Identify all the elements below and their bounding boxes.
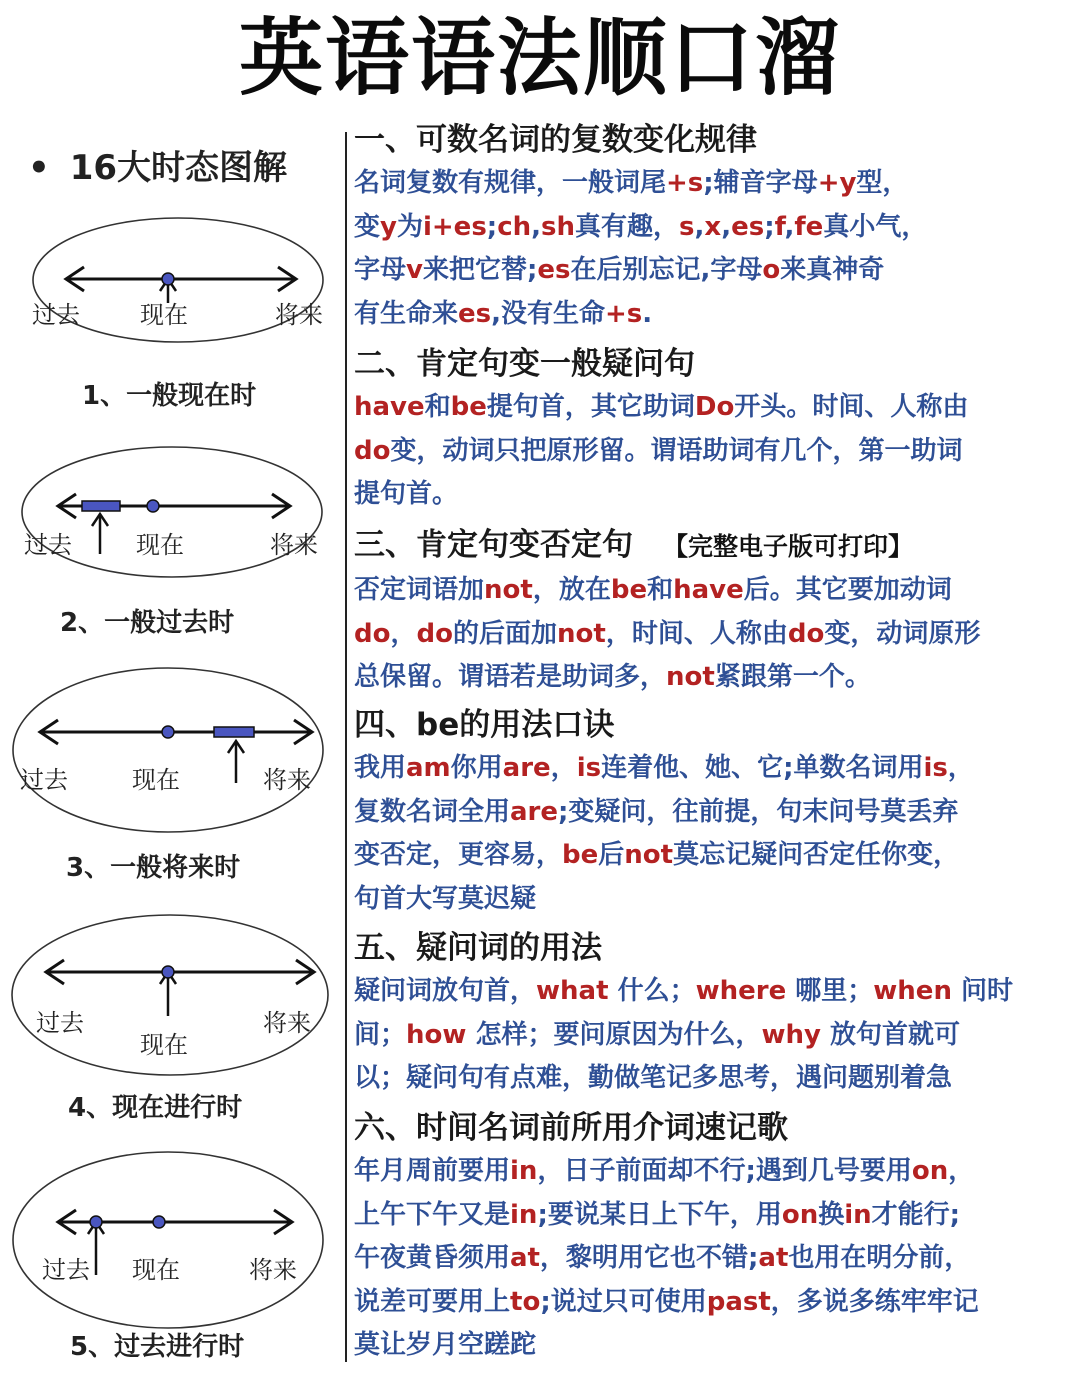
highlighted-keyword: how (406, 1019, 467, 1050)
line-text: 以；疑问句有点难，勤做笔记多思考，遇问题别着急 (354, 1063, 953, 1093)
line-text: , (531, 211, 542, 242)
section-heading: 一、可数名词的复数变化规律 (354, 122, 757, 158)
highlighted-keyword: x (704, 211, 722, 242)
highlighted-keyword: es (537, 255, 571, 285)
highlighted-keyword: in (510, 1156, 538, 1186)
highlighted-keyword: is (576, 753, 602, 783)
rhyme-line (354, 613, 1074, 657)
timeline-label-future: 将来 (275, 301, 323, 329)
section-body (354, 747, 1074, 921)
line-text: 午夜黄昏须用 (354, 1243, 511, 1273)
line-text: ， (947, 753, 974, 783)
highlighted-keyword: to (510, 1286, 541, 1317)
tense-caption: 1、一般现在时 (82, 381, 257, 411)
line-text: ， (948, 1156, 975, 1186)
line-text: 怎样；要问原因为什么， (466, 1019, 762, 1050)
timeline-label-past: 过去 (36, 1009, 84, 1037)
rhyme-line (354, 747, 1074, 791)
section-plural-nouns (354, 118, 1074, 336)
highlighted-keyword: f (774, 211, 785, 242)
highlighted-keyword: +s (605, 298, 643, 329)
highlighted-keyword: y (380, 211, 397, 242)
highlighted-keyword: in (844, 1199, 872, 1230)
section-be-usage (354, 703, 1074, 921)
timeline-label-past: 过去 (42, 1256, 90, 1284)
line-text: 说差可要用上 (354, 1286, 511, 1317)
section-question-words (354, 926, 1074, 1101)
line-text: 后 (598, 840, 625, 870)
timeline-label-now: 现在 (136, 531, 184, 559)
highlighted-keyword: why (761, 1019, 821, 1050)
section-heading: 六、时间名词前所用介词速记歌 (354, 1110, 788, 1146)
line-text: ,没有生命 (491, 298, 606, 329)
tense-caption: 2、一般过去时 (60, 608, 235, 638)
highlighted-keyword: be (562, 840, 599, 870)
highlighted-keyword: ch (497, 211, 532, 242)
line-text: , (784, 211, 795, 242)
section-heading: 五、疑问词的用法 (354, 930, 602, 966)
rhyme-line (354, 162, 1074, 206)
line-text: 连着他、她、它;单数名词用 (601, 753, 924, 783)
line-text: 为 (396, 211, 423, 242)
highlighted-keyword: Do (694, 392, 735, 422)
rhyme-line (354, 834, 1074, 878)
section-time-prepositions (354, 1106, 1074, 1368)
highlighted-keyword: o (762, 255, 781, 285)
rhyme-line (354, 569, 1074, 613)
highlighted-keyword: when (873, 976, 952, 1006)
tense-diagram-4 (0, 910, 340, 1140)
highlighted-keyword: es (731, 211, 765, 242)
rhyme-line (354, 970, 1074, 1014)
highlighted-keyword: fe (794, 211, 824, 242)
highlighted-keyword: +s (666, 168, 704, 198)
line-text: ，多说多练牢牢记 (770, 1286, 979, 1317)
highlighted-keyword: not (557, 618, 606, 649)
line-text: 问时 (951, 976, 1014, 1006)
timeline-label-past: 过去 (32, 301, 80, 329)
timeline-graphic (0, 1140, 340, 1330)
highlighted-keyword: +y (817, 168, 857, 198)
timeline-label-now: 现在 (132, 1256, 180, 1284)
line-text: 开头。时间、人称由 (734, 392, 969, 422)
line-text: 莫忘记疑问否定任你变， (673, 840, 960, 870)
section-body (354, 569, 1074, 700)
highlighted-keyword: have (673, 575, 744, 605)
tense-diagrams-column (0, 120, 340, 1374)
line-text: 和 (424, 392, 451, 422)
timeline-label-future: 将来 (263, 766, 311, 794)
rhyme-line (354, 386, 1074, 430)
line-text: 来把它替; (422, 255, 538, 285)
highlighted-keyword: in (510, 1199, 538, 1230)
timeline-label-future: 将来 (249, 1256, 297, 1284)
line-text: 否定词语加 (354, 575, 485, 605)
timeline-label-future: 将来 (263, 1009, 311, 1037)
highlighted-keyword: am (406, 753, 451, 783)
line-text: 年月周前要用 (354, 1156, 511, 1186)
line-text: ，日子前面却不行;遇到几号要用 (537, 1156, 912, 1186)
timeline-label-future: 将来 (270, 531, 318, 559)
line-text: 后。其它要加动词 (743, 575, 952, 605)
section-body (354, 162, 1074, 336)
highlighted-keyword: be (450, 392, 487, 422)
line-text: ; (764, 211, 775, 242)
section-heading (354, 523, 1074, 569)
section-general-questions (354, 342, 1074, 517)
highlighted-keyword: at (510, 1243, 540, 1273)
line-text: 变，动词原形 (824, 618, 981, 649)
section-body (354, 386, 1074, 517)
highlighted-keyword: do (354, 618, 391, 649)
page-title: 英语语法顺口溜 (238, 9, 841, 107)
highlighted-keyword: i+es (422, 211, 487, 242)
line-text: . (642, 298, 653, 329)
line-text: 变 (354, 211, 381, 242)
line-text: 放句首就可 (820, 1019, 961, 1050)
line-text: 紧跟第一个。 (714, 662, 871, 692)
line-text: 复数名词全用 (354, 796, 511, 827)
line-text: 来真神奇 (780, 255, 885, 285)
rhyme-line (354, 473, 1074, 517)
line-text: 我用 (354, 753, 407, 783)
tense-diagrams-subtitle (28, 140, 287, 189)
line-text: ;变疑问，往前提，句末问号莫丢弃 (558, 796, 959, 827)
line-text: , (694, 211, 705, 242)
timeline-graphic (0, 442, 340, 602)
highlighted-keyword: not (666, 662, 715, 692)
line-text: 有生命来 (354, 298, 459, 329)
highlighted-keyword: not (624, 840, 674, 870)
line-text: 什么； (608, 976, 696, 1006)
line-text: 句首大写莫迟疑 (354, 883, 537, 914)
line-text: 在后别忘记,字母 (570, 255, 763, 285)
rhyme-line (354, 1057, 1074, 1101)
line-text: 疑问词放句首， (354, 976, 537, 1006)
line-text: 型， (856, 168, 909, 198)
tense-diagram-3 (0, 665, 340, 915)
rhyme-line (354, 791, 1074, 835)
rhyme-line (354, 249, 1074, 293)
rhyme-line (354, 1324, 1074, 1368)
highlighted-keyword: not (484, 575, 533, 605)
rhyme-line (354, 1014, 1074, 1058)
highlighted-keyword: are (510, 796, 559, 827)
line-text: , (721, 211, 732, 242)
timeline-label-past: 过去 (24, 531, 72, 559)
line-text: 也用在明分前， (788, 1243, 971, 1273)
line-text: ;要说某日上下午，用 (537, 1199, 782, 1230)
line-text: 真小气， (823, 211, 928, 242)
column-divider (345, 132, 347, 1362)
line-text: 真有趣， (575, 211, 680, 242)
line-text: 莫让岁月空蹉跎 (354, 1330, 537, 1360)
section-heading-text: 三、肯定句变否定句 (354, 527, 633, 563)
line-text: 变否定，更容易， (354, 840, 563, 870)
subtitle-text: 16大时态图解 (69, 148, 288, 188)
tense-diagram-5 (0, 1140, 340, 1374)
highlighted-keyword: on (781, 1199, 819, 1230)
highlighted-keyword: are (502, 753, 551, 783)
tense-diagram-2 (0, 442, 340, 662)
highlighted-keyword: v (406, 255, 423, 285)
section-heading: 四、be的用法口诀 (354, 707, 615, 743)
timeline-label-now: 现在 (140, 1031, 188, 1059)
timeline-label-past: 过去 (20, 766, 68, 794)
highlighted-keyword: es (458, 298, 492, 329)
rhyme-line (354, 206, 1074, 250)
line-text: 的后面加 (452, 618, 557, 649)
section-body (354, 1150, 1074, 1368)
rhyme-line (354, 656, 1074, 700)
highlighted-keyword: is (923, 753, 948, 783)
bullet-icon: • (28, 148, 50, 188)
highlighted-keyword: past (706, 1286, 771, 1317)
line-text: ，时间、人称由 (605, 618, 788, 649)
line-text: ;说过只可使用 (540, 1286, 707, 1317)
highlighted-keyword: where (695, 976, 787, 1006)
line-text: 你用 (450, 753, 503, 783)
highlighted-keyword: sh (541, 211, 576, 242)
line-text: 总保留。谓语若是助词多， (354, 662, 667, 692)
line-text: 提句首。 (354, 479, 459, 509)
line-text: ，黎明用它也不错; (540, 1243, 759, 1273)
timeline-label-now: 现在 (132, 766, 180, 794)
timeline-graphic (0, 665, 340, 840)
highlighted-keyword: on (911, 1156, 949, 1186)
tense-caption: 5、过去进行时 (70, 1332, 245, 1362)
rhyme-line (354, 1281, 1074, 1325)
highlighted-keyword: do (787, 618, 825, 649)
line-text: 名词复数有规律，一般词尾 (354, 168, 667, 198)
rhyme-line (354, 1194, 1074, 1238)
line-text: ;辅音字母 (703, 168, 818, 198)
section-negative-sentences (354, 523, 1074, 700)
line-text: ，放在 (532, 575, 611, 605)
line-text: 字母 (354, 255, 407, 285)
highlighted-keyword: do (416, 618, 453, 649)
rhyme-line (354, 1237, 1074, 1281)
tense-diagram-1 (0, 215, 340, 435)
line-text: 换 (818, 1199, 845, 1230)
rhyme-line (354, 430, 1074, 474)
rhyme-line (354, 1150, 1074, 1194)
tense-caption: 4、现在进行时 (68, 1093, 243, 1123)
rhyme-line (354, 878, 1074, 922)
line-text: 哪里； (786, 976, 874, 1006)
line-text: 间； (354, 1019, 407, 1050)
line-text: 变，动词只把原形留。谓语助词有几个，第一助词 (390, 435, 963, 466)
section-heading: 二、肯定句变一般疑问句 (354, 346, 695, 382)
timeline-graphic (0, 910, 340, 1090)
highlighted-keyword: do (354, 435, 391, 466)
highlighted-keyword: at (758, 1243, 789, 1273)
timeline-label-now: 现在 (140, 301, 188, 329)
highlighted-keyword: s (679, 211, 695, 242)
highlighted-keyword: what (536, 976, 609, 1006)
line-text: 上午下午又是 (354, 1199, 511, 1230)
line-text: ， (550, 753, 577, 783)
section-body (354, 970, 1074, 1101)
rhyme-line (354, 293, 1074, 337)
line-text: ; (486, 211, 498, 242)
highlighted-keyword: be (610, 575, 648, 605)
highlighted-keyword: have (354, 392, 425, 422)
line-text: 和 (647, 575, 674, 605)
tense-caption: 3、一般将来时 (66, 853, 241, 883)
line-text: 才能行; (871, 1199, 961, 1230)
printable-version-note: 【完整电子版可打印】 (663, 532, 914, 561)
line-text: 提句首，其它助词 (486, 392, 695, 422)
line-text: ， (390, 618, 417, 649)
